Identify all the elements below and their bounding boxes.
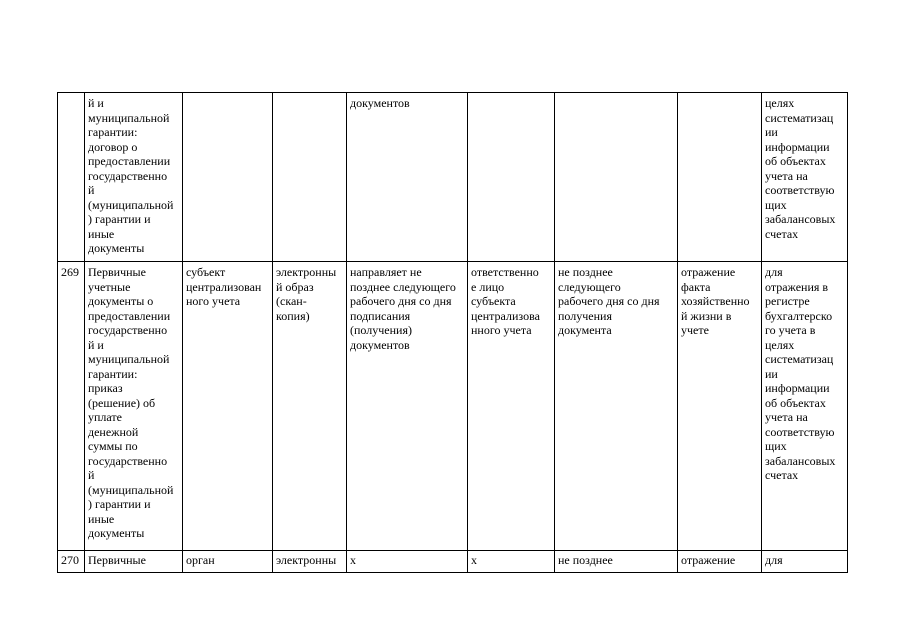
transfer-procedure-cell — [347, 262, 468, 551]
cell-text-line: следующего — [558, 279, 621, 294]
cell-text-line: й и — [88, 96, 104, 110]
cell-text-line: й образ — [276, 279, 314, 294]
table-row — [58, 262, 848, 551]
cell-text-line: предоставлении — [88, 308, 171, 323]
cell-text-line: централизова — [471, 308, 540, 323]
purpose-cell — [762, 262, 848, 551]
cell-text-line: ) гарантии и — [88, 212, 151, 226]
cell-text-line: гарантии: — [88, 125, 138, 139]
cell-text-line: Первичные — [88, 265, 146, 279]
purpose-cell — [762, 93, 848, 262]
cell-text-line: электронны — [276, 553, 337, 567]
action-cell — [678, 551, 762, 573]
table-body — [58, 93, 848, 573]
cell-text-line: получения — [558, 308, 612, 323]
cell-text-line: документы — [88, 526, 145, 540]
cell-text-line: й и — [88, 337, 104, 352]
cell-text-line: документы о — [88, 294, 154, 308]
cell-text-line: государственно — [88, 453, 168, 468]
cell-text-line: нного учета — [471, 323, 532, 337]
cell-text-line: договор о — [88, 139, 138, 154]
cell-text-line: суммы по — [88, 439, 138, 453]
processing-deadline-cell — [555, 93, 678, 262]
cell-text-line: для — [765, 553, 783, 567]
cell-text-line: систематизац — [765, 352, 834, 366]
cell-text-line: об объектах — [765, 395, 826, 410]
cell-text-line: учетные — [88, 279, 131, 294]
cell-text-line: иные — [88, 511, 115, 526]
table-row — [58, 93, 848, 262]
cell-text-line: орган — [186, 553, 215, 567]
purpose-cell — [762, 551, 848, 573]
document-form-cell — [273, 551, 347, 573]
cell-text-line: учета на — [765, 410, 808, 424]
cell-text-line: е лицо — [471, 279, 505, 294]
cell-text-line: приказ — [88, 381, 123, 395]
cell-text-line: предоставлении — [88, 154, 171, 168]
cell-text-line: факта — [681, 279, 711, 294]
cell-text-line: щих — [765, 197, 787, 212]
cell-text-line: забалансовых — [765, 453, 836, 468]
responsible-subject-cell — [183, 551, 273, 573]
cell-text-line: счетах — [765, 468, 799, 482]
cell-text-line: (муниципальной — [88, 197, 174, 212]
cell-text-line: ) гарантии и — [88, 497, 151, 511]
cell-text-line: й — [88, 183, 95, 197]
table-row — [58, 551, 848, 573]
cell-text-line: гарантии: — [88, 366, 138, 381]
cell-text-line: х — [471, 553, 477, 567]
document-name-cell — [85, 93, 183, 262]
cell-text-line: документы — [88, 241, 145, 255]
processing-deadline-cell — [555, 262, 678, 551]
cell-text-line: х — [350, 553, 356, 567]
cell-text-line: не позднее — [558, 265, 613, 279]
row-number-cell — [58, 93, 85, 262]
cell-text-line: документа — [558, 323, 612, 337]
cell-text-line: (скан- — [276, 294, 307, 308]
row-number-cell: 269 — [58, 262, 85, 551]
cell-text-line: уплате — [88, 410, 122, 424]
cell-text-line: государственно — [88, 168, 168, 183]
cell-text-line: забалансовых — [765, 212, 836, 226]
cell-text-line: систематизац — [765, 110, 834, 125]
cell-text-line: соответствую — [765, 424, 835, 439]
cell-text-line: (получения) — [350, 323, 412, 337]
cell-text-line: подписания — [350, 308, 411, 323]
document-name-cell — [85, 262, 183, 551]
responsible-subject-cell — [183, 93, 273, 262]
cell-text-line: учете — [681, 323, 709, 337]
cell-text-line: (муниципальной — [88, 482, 174, 497]
cell-text-line: бухгалтерско — [765, 308, 833, 323]
cell-text-line: Первичные — [88, 553, 146, 567]
cell-text-line: субъекта — [471, 294, 516, 308]
cell-text-line: рабочего дня со дня — [350, 294, 452, 308]
cell-text-line: отражения в — [765, 279, 829, 294]
cell-text-line: (решение) об — [88, 395, 156, 410]
cell-text-line: централизован — [186, 279, 262, 294]
transfer-procedure-cell — [347, 93, 468, 262]
cell-text-line: хозяйственно — [681, 294, 750, 308]
cell-text-line: регистре — [765, 294, 810, 308]
cell-text-line: иные — [88, 226, 115, 241]
cell-text-line: муниципальной — [88, 110, 170, 125]
cell-text-line: го учета в — [765, 323, 816, 337]
document-name-cell — [85, 551, 183, 573]
document-form-cell — [273, 93, 347, 262]
cell-text-line: целях — [765, 96, 795, 110]
document-form-cell — [273, 262, 347, 551]
cell-text-line: рабочего дня со дня — [558, 294, 660, 308]
cell-text-line: й — [88, 468, 95, 482]
processing-deadline-cell — [555, 551, 678, 573]
cell-text-line: информации — [765, 139, 830, 154]
cell-text-line: направляет не — [350, 265, 422, 279]
cell-text-line: не позднее — [558, 553, 613, 567]
cell-text-line: отражение — [681, 265, 736, 279]
recipient-cell — [468, 93, 555, 262]
cell-text-line: ии — [765, 366, 778, 381]
cell-text-line: муниципальной — [88, 352, 170, 366]
cell-text-line: для — [765, 265, 783, 279]
cell-text-line: й жизни в — [681, 308, 732, 323]
cell-text-line: ответственно — [471, 265, 539, 279]
recipient-cell — [468, 551, 555, 573]
cell-text-line: щих — [765, 439, 787, 453]
cell-text-line: ии — [765, 125, 778, 139]
cell-text-line: государственно — [88, 323, 168, 337]
cell-text-line: субъект — [186, 265, 226, 279]
responsible-subject-cell — [183, 262, 273, 551]
cell-text-line: документов — [350, 96, 410, 110]
row-number-cell: 270 — [58, 551, 85, 573]
cell-text-line: об объектах — [765, 154, 826, 168]
transfer-procedure-cell — [347, 551, 468, 573]
cell-text-line: счетах — [765, 226, 799, 241]
action-cell — [678, 262, 762, 551]
document-table — [57, 92, 848, 573]
cell-text-line: информации — [765, 381, 830, 395]
cell-text-line: позднее следующего — [350, 279, 456, 294]
cell-text-line: денежной — [88, 424, 139, 439]
recipient-cell — [468, 262, 555, 551]
cell-text-line: копия) — [276, 308, 310, 323]
cell-text-line: учета на — [765, 168, 808, 183]
cell-text-line: соответствую — [765, 183, 835, 197]
cell-text-line: целях — [765, 337, 795, 352]
action-cell — [678, 93, 762, 262]
cell-text-line: отражение — [681, 553, 736, 567]
cell-text-line: ного учета — [186, 294, 241, 308]
cell-text-line: электронны — [276, 265, 337, 279]
cell-text-line: документов — [350, 337, 410, 352]
